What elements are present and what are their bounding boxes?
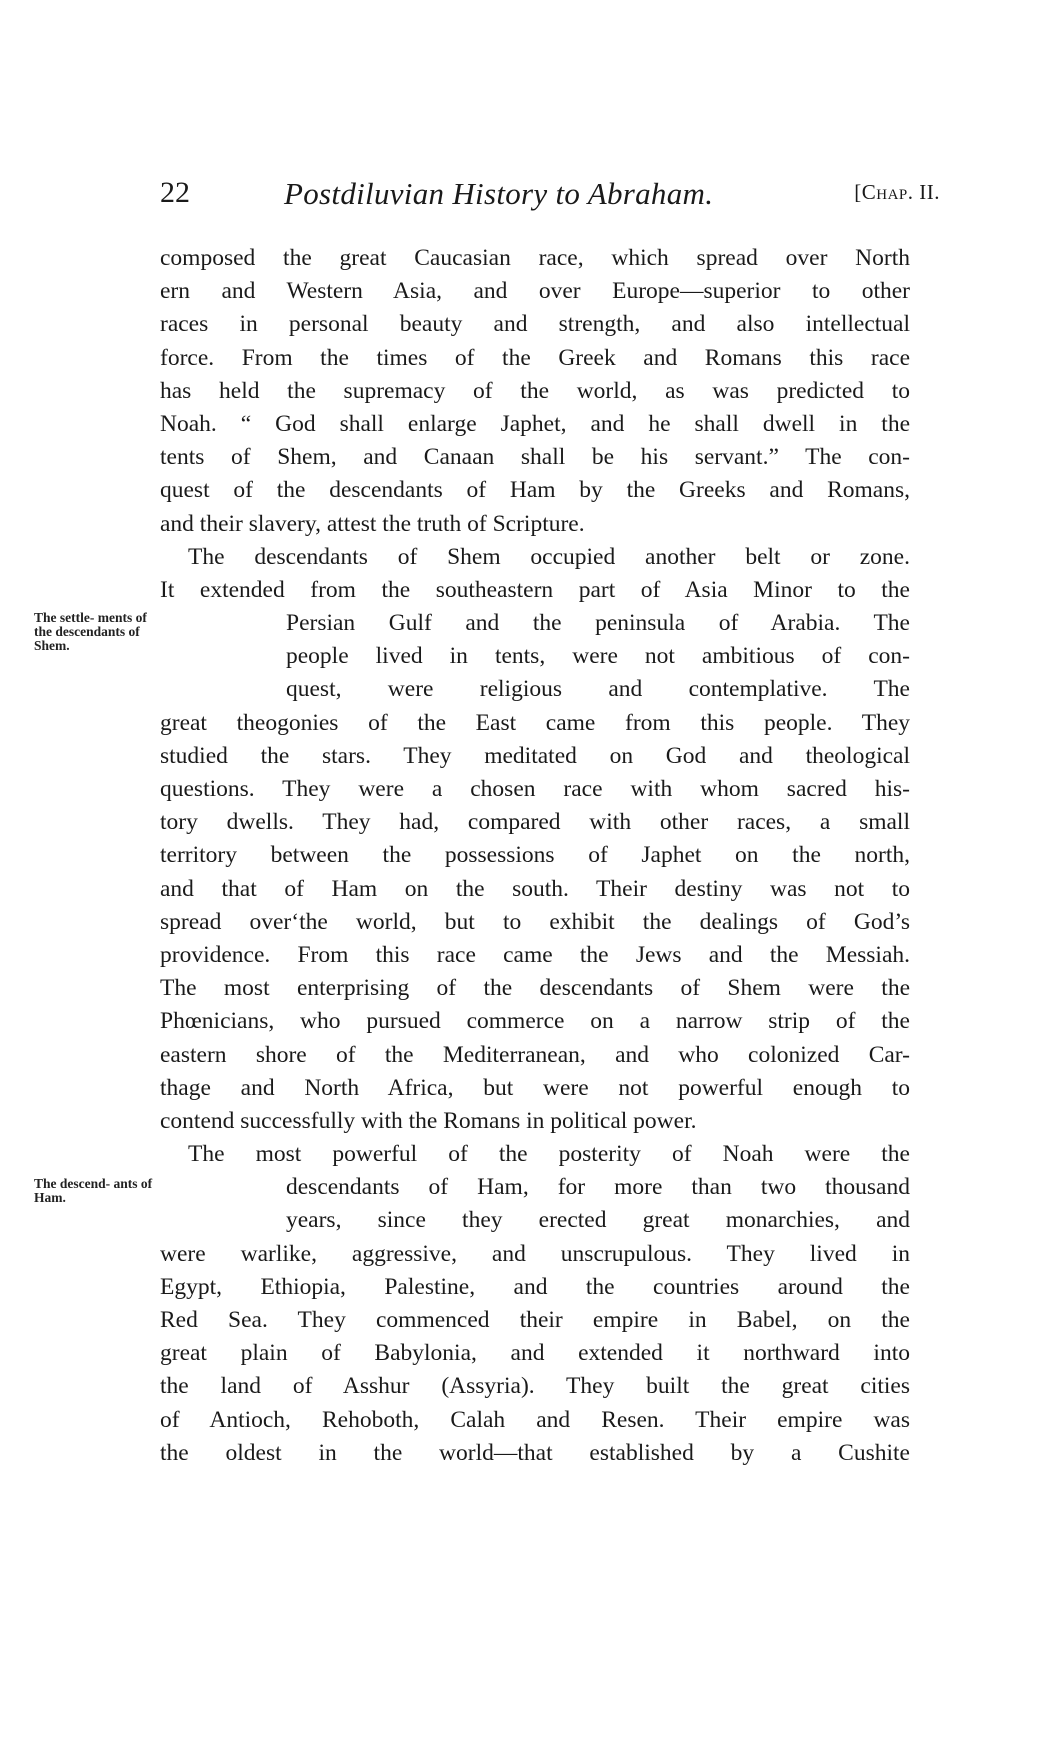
text-line: Egypt, Ethiopia, Palestine, and the countries around the [160, 1273, 910, 1300]
page-number: 22 [160, 176, 190, 209]
sidenote-shem: The settle- ments of the descendants of Shem. [34, 610, 147, 654]
page-header [160, 176, 940, 220]
text-line: the oldest in the world—that established by a Cushite [160, 1439, 910, 1466]
text-line: studied the stars. They meditated on God and theological [160, 742, 910, 769]
text-line: thage and North Africa, but were not powerful enough to [160, 1074, 910, 1101]
text-line: ern and Western Asia, and over Europe—superior to other [160, 278, 910, 305]
text-line: great plain of Babylonia, and extended it northward into [160, 1340, 910, 1367]
text-line: territory between the possessions of Japhet on the north, [160, 842, 910, 869]
text-line: tory dwells. They had, compared with other races, a small [160, 809, 910, 836]
text-line: spread over‘the world, but to exhibit the dealings of God’s [160, 908, 910, 935]
text-line: quest, were religious and contemplative. The [286, 676, 910, 703]
text-line: races in personal beauty and strength, and also intellectual [160, 311, 910, 338]
text-line: Noah. “ God shall enlarge Japhet, and he shall dwell in the [160, 410, 910, 437]
text-line: contend successfully with the Romans in political power. [160, 1107, 697, 1134]
text-line: has held the supremacy of the world, as was predicted to [160, 377, 910, 404]
sidenote-block-ham [34, 1171, 910, 1237]
text-line: the land of Asshur (Assyria). They built the great cities [160, 1373, 910, 1400]
text-line: force. From the times of the Greek and Romans this race [160, 344, 910, 371]
text-line: composed the great Caucasian race, which spread over North [160, 245, 910, 271]
paragraph-start-line: The descendants of Shem occupied another belt or zone. [188, 543, 910, 570]
text-line: Phœnicians, who pursued commerce on a narrow strip of the [160, 1008, 910, 1035]
text-line: people lived in tents, were not ambitious of con- [286, 643, 910, 670]
text-line: and that of Ham on the south. Their destiny was not to [160, 875, 910, 902]
text-line: tents of Shem, and Canaan shall be his servant.” The con- [160, 444, 910, 471]
text-line: were warlike, aggressive, and unscrupulous. They lived in [160, 1240, 910, 1267]
body-text [34, 242, 910, 1470]
sidenote-block-shem [34, 607, 910, 707]
text-line: of Antioch, Rehoboth, Calah and Resen. Their empire was [160, 1406, 910, 1433]
text-line: quest of the descendants of Ham by the Greeks and Romans, [160, 477, 910, 504]
text-line: It extended from the southeastern part of Asia Minor to the [160, 576, 910, 603]
text-line: Red Sea. They commenced their empire in Babel, on the [160, 1307, 910, 1333]
text-line: and their slavery, attest the truth of Scripture. [160, 510, 585, 537]
text-line: questions. They were a chosen race with whom sacred his- [160, 776, 910, 802]
sidenote-ham: The descend- ants of Ham. [34, 1176, 153, 1206]
text-line: Persian Gulf and the peninsula of Arabia. The [286, 610, 910, 637]
text-line: descendants of Ham, for more than two thousand [286, 1174, 910, 1201]
running-title: Postdiluvian History to Abraham. [284, 176, 714, 211]
text-line: years, since they erected great monarchies, and [286, 1207, 910, 1234]
text-line: great theogonies of the East came from this people. They [160, 709, 910, 736]
text-line: providence. From this race came the Jews and the Messiah. [160, 941, 910, 968]
chapter-label: [Chap. II. [854, 180, 940, 204]
text-line: eastern shore of the Mediterranean, and who colonized Car- [160, 1041, 910, 1068]
text-line: The most enterprising of the descendants of Shem were the [160, 975, 910, 1002]
paragraph-start-line: The most powerful of the posterity of Noah were the [188, 1141, 910, 1168]
